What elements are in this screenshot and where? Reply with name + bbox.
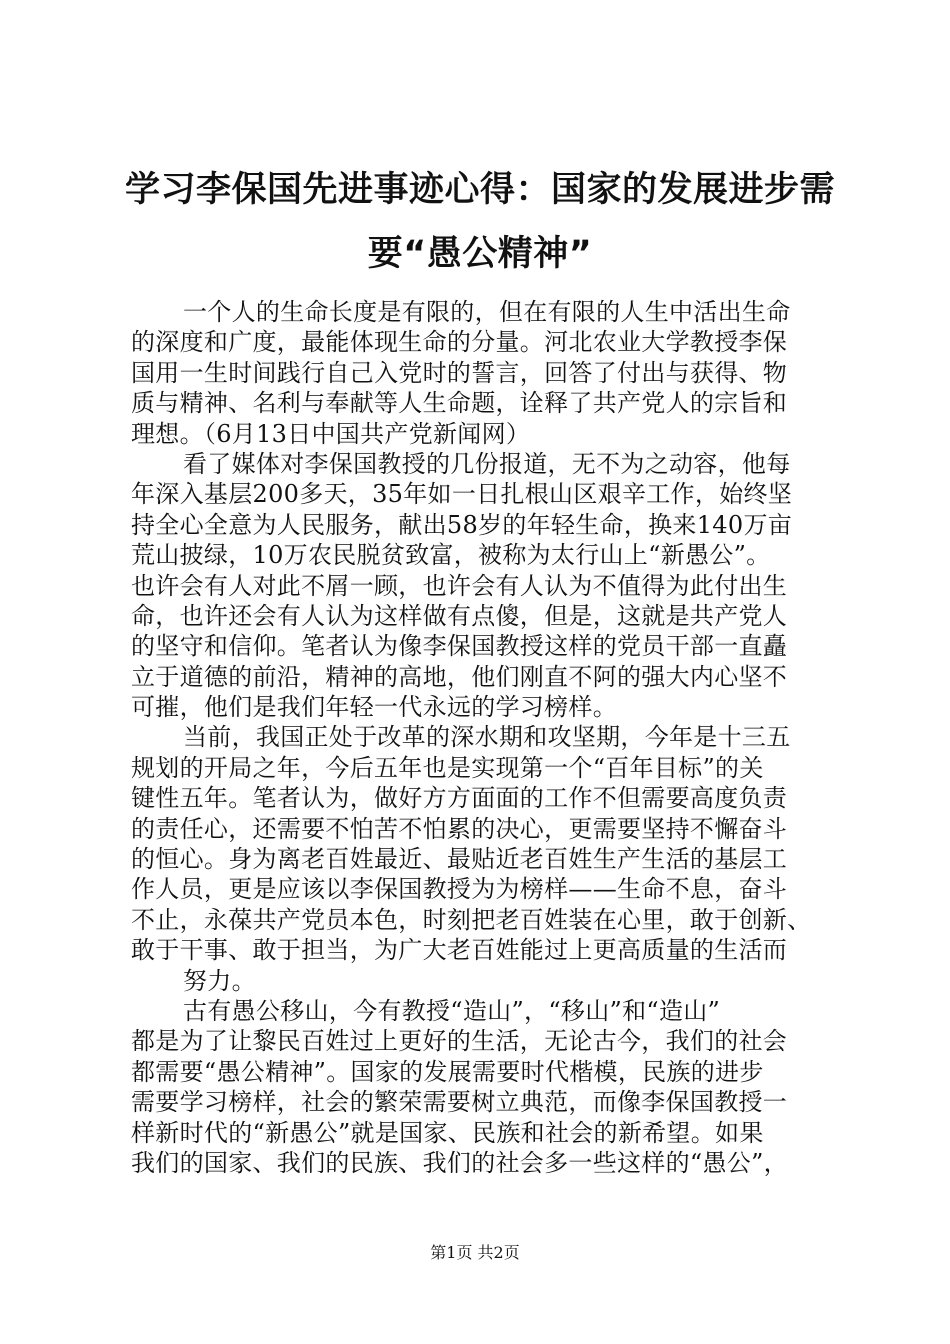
body-line: 理想。（6月13日中国共产党新闻网） <box>131 419 531 448</box>
body-line: 的责任心，还需要不怕苦不怕累的决心，更需要坚持不懈奋斗 <box>131 814 788 843</box>
body-line: 质与精神、名利与奉献等人生命题，诠释了共产党人的宗旨和 <box>131 389 788 418</box>
document-body <box>131 297 851 1178</box>
title-line: 学习李保国先进事迹心得：国家的发展进步需 <box>124 170 835 210</box>
body-line: 也许会有人对此不屑一顾，也许会有人认为不值得为此付出生 <box>131 571 788 600</box>
body-line: 命，也许还会有人认为这样做有点傻，但是，这就是共产党人 <box>131 601 788 630</box>
body-line: 敢于干事、敢于担当，为广大老百姓能过上更高质量的生活而 <box>131 936 788 965</box>
body-line: 作人员，更是应该以李保国教授为为榜样——生命不息，奋斗 <box>131 875 788 904</box>
body-line: 可摧，他们是我们年轻一代永远的学习榜样。 <box>131 693 617 722</box>
body-line: 的坚守和信仰。笔者认为像李保国教授这样的党员干部一直矗 <box>131 632 788 661</box>
title-line: 要“愚公精神” <box>367 234 593 274</box>
body-line: 规划的开局之年，今后五年也是实现第一个“百年目标”的关 <box>131 753 764 782</box>
body-line: 立于道德的前沿，精神的高地，他们刚直不阿的强大内心坚不 <box>131 662 788 691</box>
body-line: 都需要“愚公精神”。国家的发展需要时代楷模，民族的进步 <box>131 1057 764 1086</box>
body-line: 样新时代的“新愚公”就是国家、民族和社会的新希望。如果 <box>131 1118 764 1147</box>
body-line: 都是为了让黎民百姓过上更好的生活，无论古今，我们的社会 <box>131 1027 788 1056</box>
body-line: 我们的国家、我们的民族、我们的社会多一些这样的“愚公”， <box>131 1148 788 1177</box>
body-line: 的深度和广度，最能体现生命的分量。河北农业大学教授李保 <box>131 328 788 357</box>
body-line: 努力。 <box>183 966 256 995</box>
body-line: 需要学习榜样，社会的繁荣需要树立典范，而像李保国教授一 <box>131 1088 788 1117</box>
body-line: 荒山披绿，10万农民脱贫致富，被称为太行山上“新愚公”。 <box>131 541 771 570</box>
body-line: 一个人的生命长度是有限的，但在有限的人生中活出生命 <box>183 298 791 326</box>
body-line: 的恒心。身为离老百姓最近、最贴近老百姓生产生活的基层工 <box>131 845 788 874</box>
body-line: 键性五年。笔者认为，做好方方面面的工作不但需要高度负责 <box>131 784 788 813</box>
body-line: 国用一生时间践行自己入党时的誓言，回答了付出与获得、物 <box>131 358 788 387</box>
body-line: 不止，永葆共产党员本色，时刻把老百姓装在心里，敢于创新、 <box>131 905 812 934</box>
document-title <box>120 158 840 286</box>
page-footer: 第1页 共2页 <box>430 1243 520 1262</box>
body-line: 当前，我国正处于改革的深水期和攻坚期，今年是十三五 <box>183 723 791 752</box>
body-line: 看了媒体对李保国教授的几份报道，无不为之动容，他每 <box>183 449 791 478</box>
body-line: 古有愚公移山，今有教授“造山”，“移山”和“造山” <box>183 996 721 1025</box>
body-line: 年深入基层200多天，35年如一日扎根山区艰辛工作，始终坚 <box>131 480 793 509</box>
body-line: 持全心全意为人民服务，献出58岁的年轻生命，换来140万亩 <box>131 510 793 539</box>
